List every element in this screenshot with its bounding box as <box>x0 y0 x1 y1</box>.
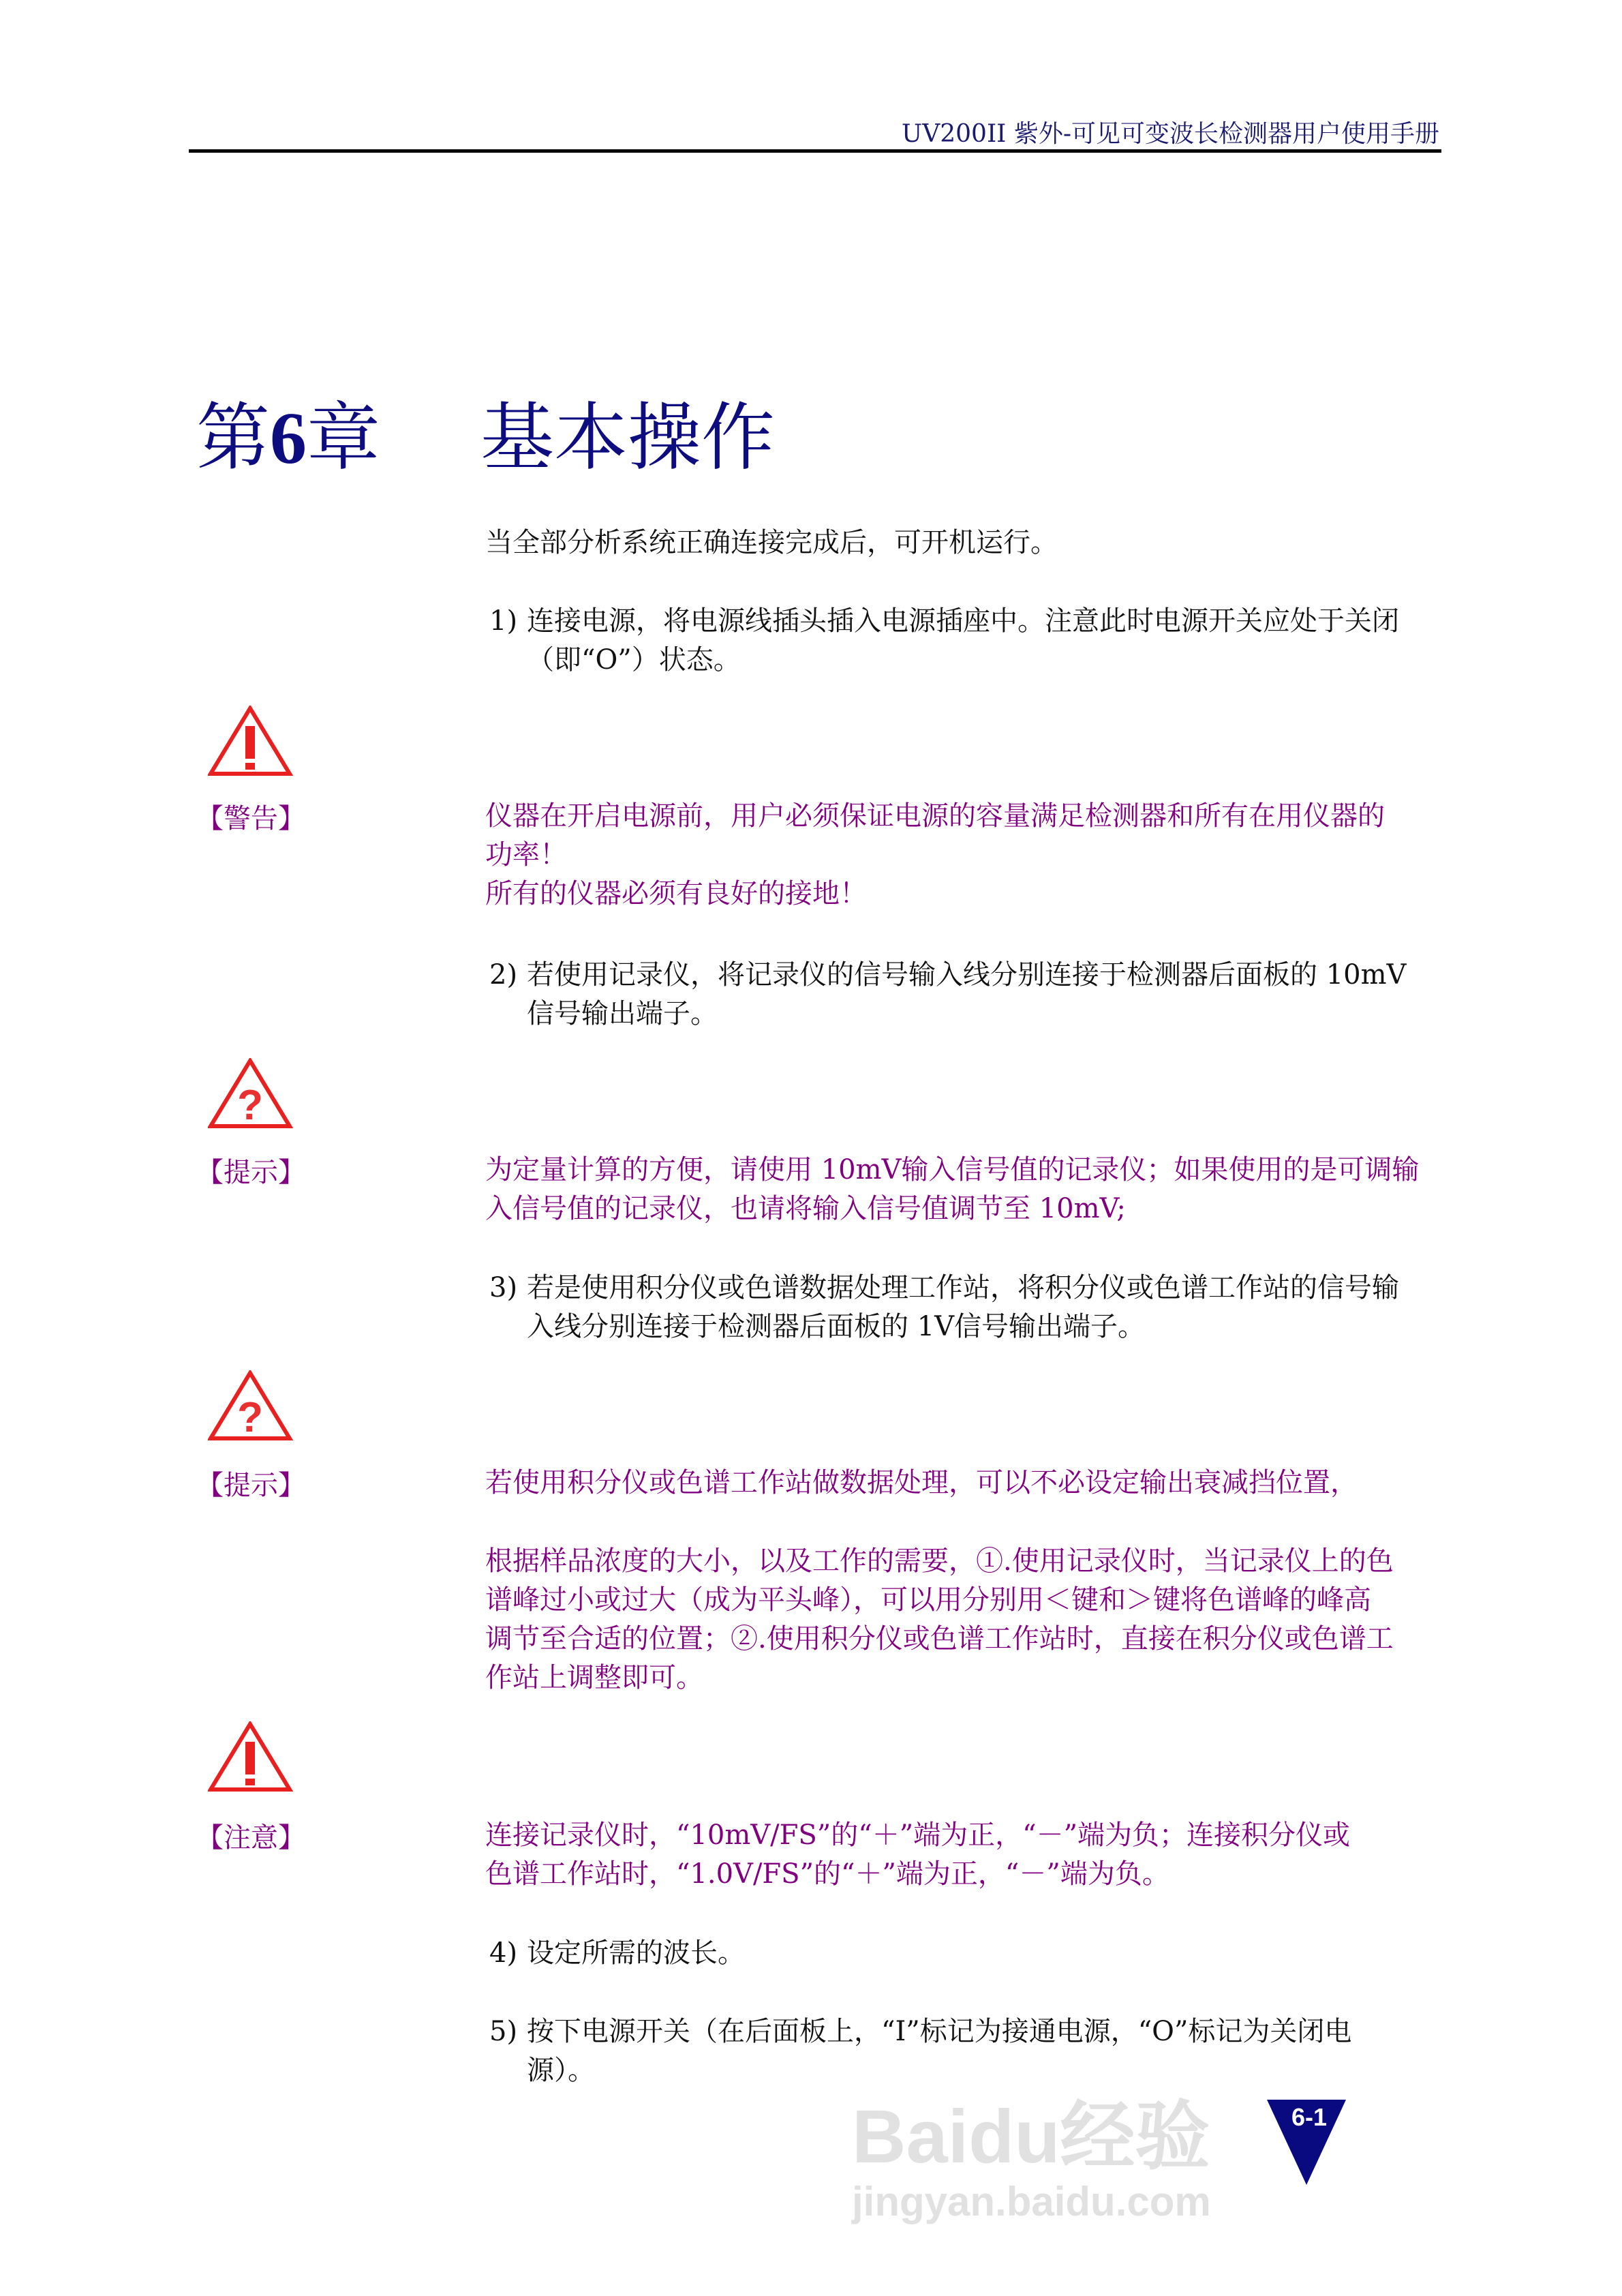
step-number: 3) <box>489 1272 518 1303</box>
note-line: 功率！ <box>485 839 567 871</box>
hint-question-icon <box>208 1058 293 1130</box>
step-line: （即“O”）状态。 <box>527 644 741 676</box>
note-line: 连接记录仪时，“10mV/FS”的“＋”端为正，“－”端为负；连接积分仪或 <box>485 1819 1351 1851</box>
watermark-url: jingyan.baidu.com <box>852 2179 1211 2224</box>
svg-text:?: ? <box>237 1394 263 1441</box>
step-number: 1) <box>489 605 518 637</box>
step-line: 源）。 <box>527 2055 595 2086</box>
step-line: 若是使用积分仪或色谱数据处理工作站，将积分仪或色谱工作站的信号输 <box>527 1272 1399 1303</box>
hint-question-icon <box>208 1370 293 1442</box>
step-3 <box>489 1269 1399 1346</box>
note-line: 所有的仪器必须有良好的接地！ <box>485 878 867 909</box>
chapter-number <box>196 378 380 484</box>
step-line: 信号输出端子。 <box>527 998 718 1029</box>
step-number: 4) <box>489 1937 518 1969</box>
warning-exclamation-icon <box>208 706 293 777</box>
hint-text <box>485 1151 1419 1228</box>
note-line: 根据样品浓度的大小，以及工作的需要，①.使用记录仪时，当记录仪上的色 <box>485 1545 1394 1577</box>
step-number: 5) <box>489 2016 518 2047</box>
running-header: UV200II 紫外-可见可变波长检测器用户使用手册 <box>901 120 1439 148</box>
watermark-brand: Baidu经验 <box>852 2095 1210 2179</box>
note-line: 为定量计算的方便，请使用 10mV输入信号值的记录仪；如果使用的是可调输 <box>485 1154 1420 1185</box>
step-line: 连接电源，将电源线插头插入电源插座中。注意此时电源开关应处于关闭 <box>527 605 1399 637</box>
step-1 <box>489 602 1399 680</box>
note-label-hint: 【提示】 <box>196 1470 305 1501</box>
note-line: 仪器在开启电源前，用户必须保证电源的容量满足检测器和所有在用仪器的 <box>485 800 1385 832</box>
note-line: 入信号值的记录仪，也请将输入信号值调节至 10mV; <box>485 1193 1126 1224</box>
warning-exclamation-icon <box>208 1721 293 1793</box>
note-line: 谱峰过小或过大（成为平头峰），可以用分别用＜键和＞键将色谱峰的峰高 <box>485 1584 1371 1616</box>
svg-text:?: ? <box>237 1082 263 1129</box>
adjust-text <box>485 1542 1394 1697</box>
page-number: 6-1 <box>1291 2103 1328 2131</box>
step-line: 按下电源开关（在后面板上，“I”标记为接通电源，“O”标记为关闭电 <box>527 2016 1352 2047</box>
chapter-suffix: 章 <box>307 395 381 481</box>
step-number: 2) <box>489 959 518 991</box>
step-2 <box>489 956 1406 1033</box>
note-label-caution: 【注意】 <box>196 1822 305 1854</box>
step-4 <box>489 1934 745 1973</box>
caution-text <box>485 1816 1350 1894</box>
step-line: 若使用记录仪，将记录仪的信号输入线分别连接于检测器后面板的 10mV <box>527 959 1407 991</box>
chapter-digit: 6 <box>270 398 307 479</box>
step-line: 设定所需的波长。 <box>527 1937 745 1969</box>
step-5 <box>489 2012 1351 2090</box>
intro-text: 当全部分析系统正确连接完成后，可开机运行。 <box>485 527 1058 558</box>
header-rule <box>189 149 1441 153</box>
chapter-prefix: 第 <box>196 395 271 481</box>
watermark <box>852 2096 1211 2226</box>
step-line: 入线分别连接于检测器后面板的 1V信号输出端子。 <box>527 1311 1146 1342</box>
chapter-title: 基本操作 <box>480 395 776 481</box>
warning-text <box>485 797 1385 913</box>
hint-text: 若使用积分仪或色谱工作站做数据处理，可以不必设定输出衰减挡位置， <box>485 1467 1358 1498</box>
note-line: 调节至合适的位置；②.使用积分仪或色谱工作站时，直接在积分仪或色谱工 <box>485 1623 1394 1655</box>
note-line: 作站上调整即可。 <box>485 1662 703 1693</box>
note-label-hint: 【提示】 <box>196 1157 305 1188</box>
note-line: 色谱工作站时，“1.0V/FS”的“＋”端为正，“－”端为负。 <box>485 1858 1169 1890</box>
note-label-warning: 【警告】 <box>196 803 305 834</box>
